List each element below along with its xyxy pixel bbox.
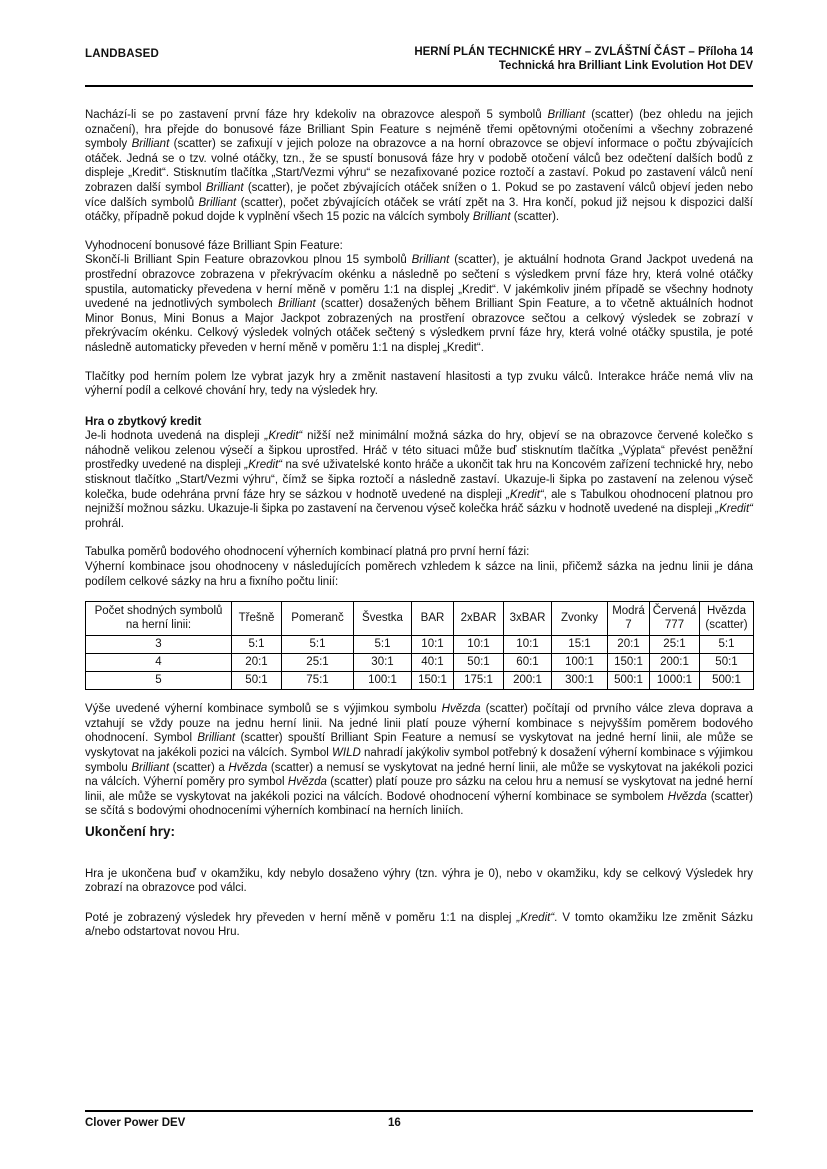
paragraph-residual-credit: Je-li hodnota uvedená na displeji „Kredit“ nižší než minimální možná sázka do hry, objeví se na obrazovce červené kolečko s náhodně velikou zelenou výsečí a šipkou uprostřed. Hráč v této situaci může buď stisknutím tlačítka „Výplata“ převést peněžní prostředky uvedené na displeji „Kredit“ na své uživatelské konto hráče a ukončit tak hru na Koncovém zařízení technické hry, nebo stisknout tlačítko „Start/Vezmi výhru“, čímž se šipka roztočí a následně zastaví. Ukazuje-li šipka po zastavení na zelenou výseč kolečka, bude odehrána první fáze hry se sázkou v hodnotě uvedené na displeji „Kredit“, ale s Tabulkou ohodnocení platnou pro nejnižší možnou sázku. Ukazuje-li šipka po zastavení na červenou výseč kolečka hráč sázku v hodnotě uvedené na displeji „Kredit“ prohrál.: [85, 430, 754, 530]
payout-table-cell: 30:1: [354, 654, 412, 672]
payout-table-cell: 4: [86, 654, 232, 672]
payout-table-header-cell: Třešně: [232, 602, 282, 636]
payout-table-cell: 25:1: [282, 654, 354, 672]
payout-table-header-cell: Počet shodných symbolů na herní linii:: [86, 602, 232, 636]
payout-table-cell: 15:1: [552, 636, 608, 654]
payout-table-cell: 1000:1: [650, 672, 700, 690]
page-footer: [85, 1110, 753, 1129]
evaluation-heading: Vyhodnocení bonusové fáze Brilliant Spin Feature:: [85, 239, 343, 252]
payout-table-cell: 60:1: [504, 654, 552, 672]
paragraph-winning-combinations: Výše uvedené výherní kombinace symbolů se s výjimkou symbolu Hvězda (scatter) počítají od prvního válce zleva doprava a vztahují se vždy pouze na jednu herní linii. Na jedné linii platí pouze výherní kombinace s nejvyšším poměrem bodového ohodnocení. Symbol Brilliant (scatter) spouští Brilliant Spin Feature a nemusí se vyskytovat na jedné herní linii, ale může se vyskytovat na jakékoli pozici na válcích. Symbol WILD nahradí jakýkoliv symbol potřebný k dosažení výherní kombinace s výjimkou symbolu Brilliant (scatter) a Hvězda (scatter) a nemusí se vyskytovat na jedné herní linii, ale může se vyskytovat na jakékoli pozici na válcích. Výherní poměry pro symbol Hvězda (scatter) platí pouze pro sázku na celou hru a nemusí se vyskytovat na jedné herní linii, ale může se vyskytovat na jakékoli pozici na válcích. Bodové ohodnocení výherní kombinace se symbolem Hvězda (scatter) se sčítá s bodovými ohodnoceními výherních kombinací na herních liniích.: [85, 703, 754, 818]
paragraph-bonus-trigger: Nachází-li se po zastavení první fáze hry kdekoliv na obrazovce alespoň 5 symbolů Brilliant (scatter) (bez ohledu na jejich označení), hra přejde do bonusové fáze Brilliant Spin Feature s nejméně třemi opětovnými otočeními a všechny zobrazené symboly Brilliant (scatter) se zafixují v jejich poloze na obrazovce a na horní obrazovce se objeví informace o počtu zbývajících otáček. Jedná se o tzv. volné otáčky, tzn., že se spustí bonusová fáze hry v podobě otočení válců bez odečtení dalších bodů z displeje „Kredit“. Stisknutím tlačítka „Start/Vezmi výhru“ se nezafixované pozice roztočí a zastaví. Pokud po zastavení válců není zobrazen další symbol Brilliant (scatter), je počet zbývajících otáček snížen o 1. Pokud se po zastavení válců objeví jeden nebo více dalších symbolů Brilliant (scatter), počet zbývajících otáček se vrátí zpět na 3. Hra končí, pokud již nejsou k dispozici další otáčky, případně pokud dojde k vyplnění všech 15 pozic na válcích symboly Brilliant (scatter).: [85, 109, 753, 224]
payout-table-cell: 20:1: [232, 654, 282, 672]
payout-table-cell: 75:1: [282, 672, 354, 690]
payout-table-header-cell: Zvonky: [552, 602, 608, 636]
payout-table-cell: 10:1: [504, 636, 552, 654]
payout-table-cell: 100:1: [354, 672, 412, 690]
payout-table-row: [86, 672, 754, 690]
payout-table-header-cell: Červená 777: [650, 602, 700, 636]
payout-table-header-row: [86, 602, 754, 636]
payout-table-cell: 150:1: [608, 654, 650, 672]
payout-table-row: [86, 636, 754, 654]
payout-table-cell: 10:1: [412, 636, 454, 654]
header-title-line1: HERNÍ PLÁN TECHNICKÉ HRY – ZVLÁŠTNÍ ČÁST – Příloha 14: [414, 46, 753, 58]
payout-table-header-cell: Modrá 7: [608, 602, 650, 636]
payout-table-cell: 200:1: [650, 654, 700, 672]
paragraph-controls: Tlačítky pod herním polem lze vybrat jazyk hry a změnit nastavení hlasitosti a typ zvuku válců. Interakce hráče nemá vliv na výherní podíl a celkové chování hry, tedy na výsledek hry.: [85, 370, 753, 398]
header-divider: [85, 85, 753, 87]
game-end-heading: Ukončení hry:: [85, 823, 176, 839]
page-number: 16: [388, 1117, 401, 1129]
page-header: [85, 46, 753, 73]
payout-table-cell: 50:1: [454, 654, 504, 672]
payout-table-header-cell: Pomeranč: [282, 602, 354, 636]
payout-table-header-cell: BAR: [412, 602, 454, 636]
payout-table-cell: 5:1: [232, 636, 282, 654]
payout-table-cell: 40:1: [412, 654, 454, 672]
paragraph-game-end-2: Poté je zobrazený výsledek hry převeden v herní měně v poměru 1:1 na displej „Kredit“. V tomto okamžiku lze změnit Sázku a/nebo odstartovat novou Hru.: [85, 911, 753, 939]
payout-table-cell: 5: [86, 672, 232, 690]
paragraph-game-end-1: Hra je ukončena buď v okamžiku, kdy nebylo dosaženo výhry (tzn. výhra je 0), nebo v okamžiku, kdy se celkový Výsledek hry zobrazí na obrazovce pod válci.: [85, 867, 753, 895]
payout-table-cell: 500:1: [700, 672, 754, 690]
payout-table-cell: 50:1: [232, 672, 282, 690]
payout-table-header-cell: Švestka: [354, 602, 412, 636]
header-title-line2: Technická hra Brilliant Link Evolution Hot DEV: [498, 59, 753, 72]
payout-table: [85, 601, 754, 690]
payout-table-cell: 300:1: [552, 672, 608, 690]
payout-table-cell: 175:1: [454, 672, 504, 690]
footer-left-label: Clover Power DEV: [85, 1117, 186, 1129]
payout-table-cell: 5:1: [282, 636, 354, 654]
residual-credit-heading: Hra o zbytkový kredit: [85, 415, 202, 428]
table-intro-line2: Výherní kombinace jsou ohodnoceny v následujících poměrech vzhledem k sázce na linii, přičemž sázka na jednu linii je dána podílem celkové sázky na hru a fixního počtu linií:: [85, 561, 753, 588]
payout-table-cell: 5:1: [700, 636, 754, 654]
payout-table-header-cell: 2xBAR: [454, 602, 504, 636]
payout-table-header-cell: 3xBAR: [504, 602, 552, 636]
table-intro-line1: Tabulka poměrů bodového ohodnocení výherních kombinací platná pro první herní fázi:: [85, 546, 530, 559]
payout-table-cell: 5:1: [354, 636, 412, 654]
header-left-label: LANDBASED: [85, 48, 159, 60]
payout-table-cell: 50:1: [700, 654, 754, 672]
payout-table-cell: 25:1: [650, 636, 700, 654]
paragraph-evaluation: Skončí-li Brilliant Spin Feature obrazovkou plnou 15 symbolů Brilliant (scatter), je aktuální hodnota Grand Jackpot uvedená na prostřední obrazovce zobrazena v překrývacím okénku a následně po sečtení s výsledkem první fáze hry, která volné otáčky spustila, automaticky převedena v herní měně v poměru 1:1 na displej „Kredit“. V jakémkoliv jiném případě se všechny hodnoty uvedené na jednotlivých symbolech Brilliant (scatter) dosažených během Brilliant Spin Feature, a to včetně aktuálních hodnot Minor Bonus, Mini Bonus a Major Jackpot zobrazených na prostření obrazovce sečtou a celkový výsledek se zobrazí v překrývacím okénku. Celkový výsledek volných otáček sečtený s výsledkem první fáze hry, která volné otáčky spustila, je poté následně automaticky převeden v herní měně v poměru 1:1 na displej „Kredit“.: [85, 254, 753, 354]
payout-table-header-cell: Hvězda (scatter): [700, 602, 754, 636]
document-body: [85, 108, 753, 940]
payout-table-cell: 200:1: [504, 672, 552, 690]
payout-table-cell: 150:1: [412, 672, 454, 690]
header-title: [414, 46, 753, 73]
payout-table-cell: 500:1: [608, 672, 650, 690]
payout-table-row: [86, 654, 754, 672]
payout-table-cell: 20:1: [608, 636, 650, 654]
payout-table-cell: 3: [86, 636, 232, 654]
payout-table-cell: 10:1: [454, 636, 504, 654]
payout-table-cell: 100:1: [552, 654, 608, 672]
